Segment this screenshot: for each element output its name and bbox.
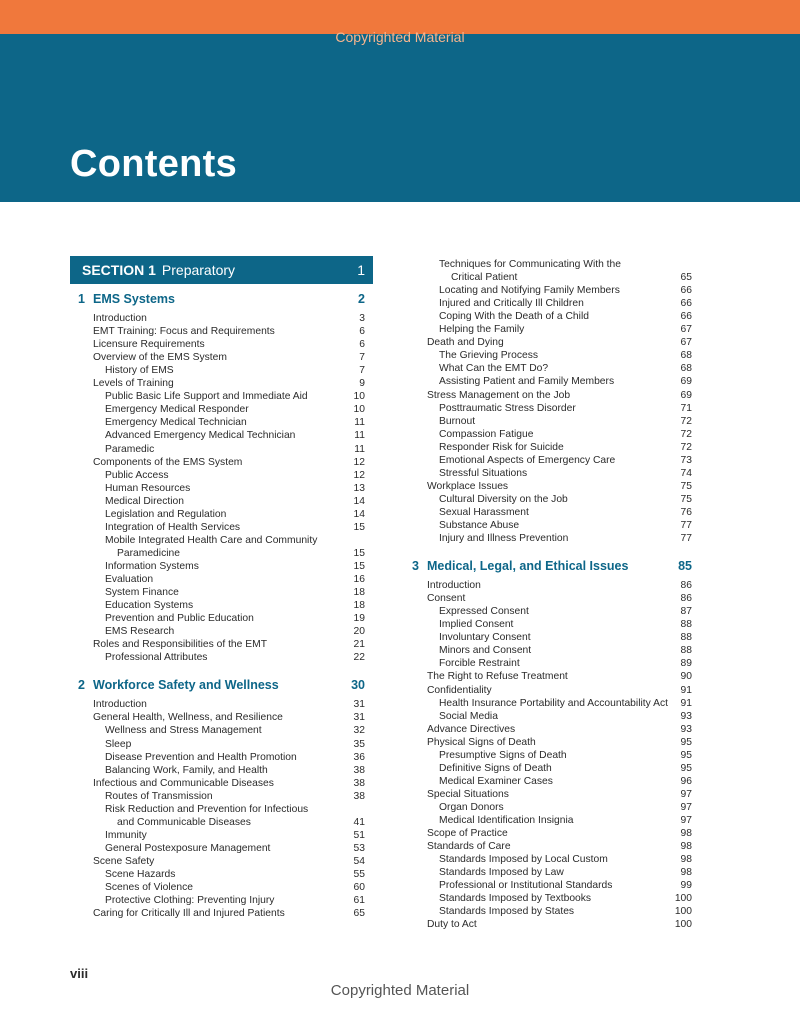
entry-title: Overview of the EMS System <box>93 352 227 364</box>
entry-page: 76 <box>680 506 692 518</box>
toc-entry <box>70 868 373 881</box>
entry-title: Duty to Act <box>427 919 477 931</box>
entry-title: Professional Attributes <box>105 652 208 664</box>
entry-title: The Grieving Process <box>439 350 539 362</box>
entry-title: Expressed Consent <box>439 606 529 618</box>
toc-entry <box>70 881 373 894</box>
entry-title: Stressful Situations <box>439 467 528 479</box>
entry-title: General Health, Wellness, and Resilience <box>93 712 283 724</box>
toc-entry <box>70 429 373 442</box>
entry-page: 15 <box>353 560 365 572</box>
toc-entry <box>70 521 373 534</box>
entry-title: Mobile Integrated Health Care and Community <box>105 534 318 546</box>
entry-title: Prevention and Public Education <box>105 613 254 625</box>
entry-title: Responder Risk for Suicide <box>439 441 564 453</box>
toc-entry <box>404 814 700 827</box>
toc-entry <box>70 612 373 625</box>
entry-title: Presumptive Signs of Death <box>439 749 567 761</box>
entry-page: 96 <box>680 775 692 787</box>
entry-title: Forcible Restraint <box>439 658 520 670</box>
entry-page: 97 <box>680 788 692 800</box>
entry-page: 22 <box>353 652 365 664</box>
toc-entry <box>70 724 373 737</box>
entry-title: Helping the Family <box>439 324 525 336</box>
toc-entry <box>404 723 700 736</box>
toc-entry <box>404 402 700 415</box>
entry-page: 6 <box>359 326 365 338</box>
entry-page: 91 <box>680 697 692 709</box>
entry-title: Locating and Notifying Family Members <box>439 285 620 297</box>
entry-title: Introduction <box>93 313 147 324</box>
toc-entry <box>404 905 700 918</box>
chapter-title: Medical, Legal, and Ethical Issues <box>427 559 629 574</box>
entry-page: 75 <box>680 493 692 505</box>
entry-title: Legislation and Regulation <box>105 508 227 520</box>
entry-title: Standards Imposed by Law <box>439 867 564 879</box>
entry-page: 11 <box>354 443 365 455</box>
entry-page: 77 <box>680 520 692 531</box>
entry-title: Medical Examiner Cases <box>439 775 553 787</box>
entry-page: 11 <box>354 417 365 429</box>
toc-entry <box>404 579 700 592</box>
chapter-number: 3 <box>412 559 419 574</box>
toc-entry <box>404 362 700 375</box>
entry-title: History of EMS <box>105 365 174 377</box>
toc-entry <box>404 853 700 866</box>
toc-entry <box>404 879 700 892</box>
entry-title: Evaluation <box>105 574 154 585</box>
section-label: SECTION 1 <box>82 262 156 278</box>
toc-entry <box>404 618 700 631</box>
entry-page: 51 <box>353 829 365 841</box>
entry-title: Injured and Critically Ill Children <box>439 298 584 310</box>
entry-page: 14 <box>353 508 365 520</box>
toc-entry <box>404 670 700 683</box>
toc-entry <box>404 467 700 480</box>
entry-title: Human Resources <box>105 482 191 494</box>
entry-title: Standards of Care <box>427 841 511 853</box>
toc-entry <box>404 454 700 467</box>
toc-entry <box>404 788 700 801</box>
toc-entry <box>404 297 700 310</box>
chapter-number: 2 <box>78 678 85 693</box>
entry-title: Advanced Emergency Medical Technician <box>105 430 296 442</box>
entry-page: 36 <box>353 751 365 763</box>
toc-entry <box>404 866 700 879</box>
entry-page: 72 <box>680 415 692 427</box>
toc-entry <box>404 827 700 840</box>
entry-title: Infectious and Communicable Diseases <box>93 777 274 789</box>
entry-page: 99 <box>680 880 692 892</box>
toc-entry <box>70 469 373 482</box>
toc-entry <box>404 644 700 657</box>
entry-page: 100 <box>674 906 692 918</box>
toc-entry <box>70 907 373 920</box>
entry-title: The Right to Refuse Treatment <box>427 671 568 683</box>
entry-page: 10 <box>353 404 365 416</box>
entry-title: Public Basic Life Support and Immediate Aid <box>105 391 308 403</box>
entry-title: Integration of Health Services <box>105 521 241 533</box>
entry-page: 38 <box>353 790 365 802</box>
entry-page: 41 <box>353 816 365 828</box>
entry-page: 98 <box>680 841 692 853</box>
section-header-label <box>82 262 235 278</box>
entry-title: Standards Imposed by Local Custom <box>439 854 608 866</box>
entry-page: 18 <box>353 587 365 599</box>
entry-title: Licensure Requirements <box>93 339 205 351</box>
entry-page: 66 <box>680 285 692 297</box>
entry-title: Emotional Aspects of Emergency Care <box>439 454 616 466</box>
page-number: viii <box>70 966 89 981</box>
toc-entry <box>404 271 700 284</box>
entry-title: Routes of Transmission <box>105 790 213 802</box>
toc-entry <box>70 790 373 803</box>
entry-title: Professional or Institutional Standards <box>439 880 613 892</box>
entry-title: Coping With the Death of a Child <box>439 311 589 323</box>
toc-entry <box>404 506 700 519</box>
entry-page: 35 <box>353 738 365 750</box>
watermark-bottom: Copyrighted Material <box>330 982 470 999</box>
entry-page: 65 <box>353 908 365 920</box>
entry-title: Paramedicine <box>117 547 180 559</box>
toc-entry <box>404 441 700 454</box>
entry-page: 93 <box>680 723 692 735</box>
entry-page: 55 <box>353 869 365 880</box>
entry-page: 98 <box>680 854 692 866</box>
toc-entry <box>404 532 700 545</box>
toc-entry <box>70 816 373 829</box>
toc-entry <box>404 323 700 336</box>
toc-entry <box>404 258 700 271</box>
entry-page: 90 <box>680 671 692 683</box>
entry-title: Components of the EMS System <box>93 456 243 468</box>
toc-entry <box>404 336 700 349</box>
chapter-title: EMS Systems <box>93 292 175 306</box>
section-name: Preparatory <box>161 262 236 278</box>
chapter-heading <box>70 678 373 696</box>
entry-title: Compassion Fatigue <box>439 428 534 440</box>
entry-page: 13 <box>353 482 365 494</box>
entry-title: Assisting Patient and Family Members <box>439 376 615 388</box>
entry-page: 98 <box>680 867 692 879</box>
chapter-number: 1 <box>78 292 85 306</box>
entry-page: 89 <box>680 658 692 670</box>
toc-entry <box>70 403 373 416</box>
toc-entry <box>70 390 373 403</box>
entry-page: 3 <box>359 313 365 324</box>
entry-page: 77 <box>680 533 692 545</box>
entry-page: 38 <box>353 764 365 776</box>
entry-title: Information Systems <box>105 560 199 572</box>
entry-title: Scope of Practice <box>427 828 508 840</box>
toc-entry <box>70 586 373 599</box>
toc-entry <box>70 508 373 521</box>
entry-page: 95 <box>680 749 692 761</box>
entry-title: Death and Dying <box>427 337 504 349</box>
chapter-page: 30 <box>351 678 365 693</box>
entry-title: Medical Direction <box>105 495 184 507</box>
entry-page: 54 <box>353 855 365 867</box>
entry-page: 86 <box>680 580 692 592</box>
entry-title: Cultural Diversity on the Job <box>439 493 568 505</box>
entry-page: 88 <box>680 645 692 657</box>
toc-entry <box>404 428 700 441</box>
entry-title: Workplace Issues <box>427 480 509 492</box>
toc-entry <box>70 711 373 724</box>
toc-entry <box>70 312 373 325</box>
entry-page: 7 <box>359 352 365 364</box>
toc-entry <box>70 764 373 777</box>
chapter-heading <box>404 559 700 577</box>
entry-title: EMT Training: Focus and Requirements <box>93 326 275 338</box>
entry-title: Scenes of Violence <box>105 882 193 894</box>
toc-entry <box>70 338 373 351</box>
entry-title: Scene Hazards <box>105 869 176 880</box>
entry-title: Emergency Medical Technician <box>105 417 247 429</box>
toc-entry <box>70 599 373 612</box>
toc-entry <box>70 416 373 429</box>
toc-entry <box>70 777 373 790</box>
toc-entry <box>70 698 373 711</box>
entry-title: Injury and Illness Prevention <box>439 533 569 545</box>
entry-page: 73 <box>680 454 692 466</box>
page-title: Contents <box>70 143 238 185</box>
toc-entry <box>70 855 373 868</box>
entry-page: 9 <box>359 378 365 390</box>
entry-page: 6 <box>359 339 365 351</box>
entry-page: 66 <box>680 311 692 323</box>
entry-title: Sleep <box>105 738 132 750</box>
entry-page: 69 <box>680 389 692 401</box>
toc-entry <box>70 803 373 816</box>
toc-entry <box>404 605 700 618</box>
entry-page: 68 <box>680 350 692 362</box>
toc-entry <box>70 842 373 855</box>
entry-title: Emergency Medical Responder <box>105 404 249 416</box>
entry-page: 60 <box>353 882 365 894</box>
entry-title: Stress Management on the Job <box>427 389 571 401</box>
entry-page: 97 <box>680 815 692 826</box>
toc-entry <box>404 892 700 905</box>
toc-entry <box>404 736 700 749</box>
entry-title: Risk Reduction and Prevention for Infectious <box>105 803 309 815</box>
toc-entry <box>70 638 373 651</box>
entry-page: 15 <box>353 547 365 559</box>
entry-page: 11 <box>354 430 365 442</box>
entry-title: Substance Abuse <box>439 520 520 531</box>
entry-title: Minors and Consent <box>439 645 532 657</box>
entry-page: 12 <box>353 469 365 481</box>
entry-title: Health Insurance Portability and Accountability Act <box>439 697 668 709</box>
entry-title: Sexual Harassment <box>439 506 529 518</box>
entry-page: 15 <box>353 521 365 533</box>
entry-page: 31 <box>353 712 365 724</box>
entry-page: 91 <box>680 684 692 696</box>
toc-entry <box>404 375 700 388</box>
entry-title: Posttraumatic Stress Disorder <box>439 402 576 414</box>
toc-entry <box>404 749 700 762</box>
toc-entry <box>404 657 700 670</box>
entry-page: 93 <box>680 710 692 722</box>
entry-page: 75 <box>680 480 692 492</box>
toc-entry <box>70 829 373 842</box>
entry-title: Education Systems <box>105 600 194 612</box>
toc-entry <box>70 482 373 495</box>
entry-title: Protective Clothing: Preventing Injury <box>105 895 275 907</box>
toc-entry <box>404 775 700 788</box>
toc-entry <box>70 377 373 390</box>
toc-entry <box>70 495 373 508</box>
entry-page: 71 <box>680 402 692 414</box>
entry-title: Caring for Critically Ill and Injured Patients <box>93 908 285 920</box>
entry-title: Burnout <box>439 415 476 427</box>
toc-entry <box>70 738 373 751</box>
entry-title: Confidentiality <box>427 684 492 696</box>
chapter-title: Workforce Safety and Wellness <box>93 678 279 693</box>
entry-page: 95 <box>680 736 692 748</box>
entry-title: Standards Imposed by Textbooks <box>439 893 592 905</box>
entry-page: 32 <box>353 725 365 737</box>
toc-entry <box>70 364 373 377</box>
entry-page: 69 <box>680 376 692 388</box>
toc-entry <box>404 349 700 362</box>
section-page: 1 <box>357 262 365 278</box>
entry-title: Levels of Training <box>93 378 174 390</box>
entry-page: 88 <box>680 619 692 631</box>
entry-title: Special Situations <box>427 788 509 800</box>
entry-page: 72 <box>680 428 692 440</box>
entry-title: Balancing Work, Family, and Health <box>105 764 268 776</box>
entry-page: 21 <box>353 639 365 651</box>
entry-title: Introduction <box>93 699 147 711</box>
toc-entry <box>404 684 700 697</box>
toc-entry <box>70 751 373 764</box>
watermark-top: Copyrighted Material <box>335 29 465 45</box>
toc-entry <box>70 894 373 907</box>
toc-entry <box>70 625 373 638</box>
toc-entry <box>404 493 700 506</box>
chapter-page: 2 <box>358 292 365 306</box>
toc-entry <box>404 389 700 402</box>
entry-title: What Can the EMT Do? <box>439 363 549 375</box>
entry-page: 38 <box>353 777 365 789</box>
toc-entry <box>70 560 373 573</box>
entry-page: 19 <box>353 613 365 625</box>
entry-page: 20 <box>353 626 365 638</box>
entry-page: 72 <box>680 441 692 453</box>
entry-title: Disease Prevention and Health Promotion <box>105 751 297 763</box>
toc-entry <box>404 762 700 775</box>
entry-title: EMS Research <box>105 626 175 638</box>
entry-page: 53 <box>353 842 365 854</box>
entry-page: 18 <box>353 600 365 612</box>
entry-page: 98 <box>680 828 692 840</box>
toc-entry <box>404 710 700 723</box>
toc-entry <box>404 840 700 853</box>
entry-title: Physical Signs of Death <box>427 736 536 748</box>
toc-entry <box>404 415 700 428</box>
entry-title: Techniques for Communicating With the <box>439 259 621 270</box>
toc-entry <box>70 573 373 586</box>
entry-title: Social Media <box>439 710 498 722</box>
entry-page: 14 <box>353 495 365 507</box>
entry-page: 87 <box>680 606 692 618</box>
entry-title: Involuntary Consent <box>439 632 531 644</box>
toc-entry <box>404 480 700 493</box>
entry-page: 61 <box>353 895 365 907</box>
toc-entry <box>404 631 700 644</box>
toc-entry <box>404 284 700 297</box>
toc-entry <box>404 592 700 605</box>
toc-entry <box>70 456 373 469</box>
entry-title: Advance Directives <box>427 723 516 735</box>
chapter-page: 85 <box>678 559 692 574</box>
entry-page: 88 <box>680 632 692 644</box>
section-header <box>70 256 373 284</box>
toc-entry <box>70 534 373 547</box>
entry-page: 65 <box>680 272 692 284</box>
entry-page: 31 <box>353 699 365 711</box>
entry-page: 86 <box>680 593 692 605</box>
entry-page: 16 <box>353 574 365 585</box>
entry-page: 100 <box>674 893 692 905</box>
entry-page: 66 <box>680 298 692 310</box>
entry-title: Critical Patient <box>451 272 518 284</box>
entry-title: Scene Safety <box>93 855 155 867</box>
entry-page: 67 <box>680 337 692 349</box>
entry-title: System Finance <box>105 587 179 599</box>
entry-title: Introduction <box>427 580 481 592</box>
entry-page: 12 <box>353 456 365 468</box>
entry-page: 97 <box>680 801 692 813</box>
entry-page: 7 <box>359 365 365 377</box>
entry-page: 74 <box>680 467 692 479</box>
entry-title: and Communicable Diseases <box>117 816 251 828</box>
toc-entry <box>70 325 373 338</box>
toc-entry <box>70 651 373 664</box>
entry-title: Public Access <box>105 469 169 481</box>
entry-title: Implied Consent <box>439 619 514 631</box>
entry-title: Medical Identification Insignia <box>439 815 574 826</box>
toc-entry <box>404 918 700 931</box>
entry-title: Wellness and Stress Management <box>105 725 262 737</box>
entry-title: General Postexposure Management <box>105 842 271 854</box>
toc-entry <box>404 519 700 532</box>
entry-title: Organ Donors <box>439 801 504 813</box>
entry-title: Definitive Signs of Death <box>439 762 552 774</box>
toc-entry <box>70 547 373 560</box>
toc-entry <box>70 443 373 456</box>
entry-title: Standards Imposed by States <box>439 906 575 918</box>
toc-entry <box>70 351 373 364</box>
entry-page: 95 <box>680 762 692 774</box>
toc-entry <box>404 697 700 710</box>
chapter-heading <box>70 292 373 310</box>
entry-title: Roles and Responsibilities of the EMT <box>93 639 267 651</box>
entry-page: 100 <box>674 919 692 931</box>
entry-title: Immunity <box>105 829 147 841</box>
toc-entry <box>404 801 700 814</box>
entry-page: 67 <box>680 324 692 336</box>
entry-page: 68 <box>680 363 692 375</box>
toc-entry <box>404 310 700 323</box>
entry-title: Consent <box>427 593 466 605</box>
entry-title: Paramedic <box>105 443 155 455</box>
entry-page: 10 <box>353 391 365 403</box>
